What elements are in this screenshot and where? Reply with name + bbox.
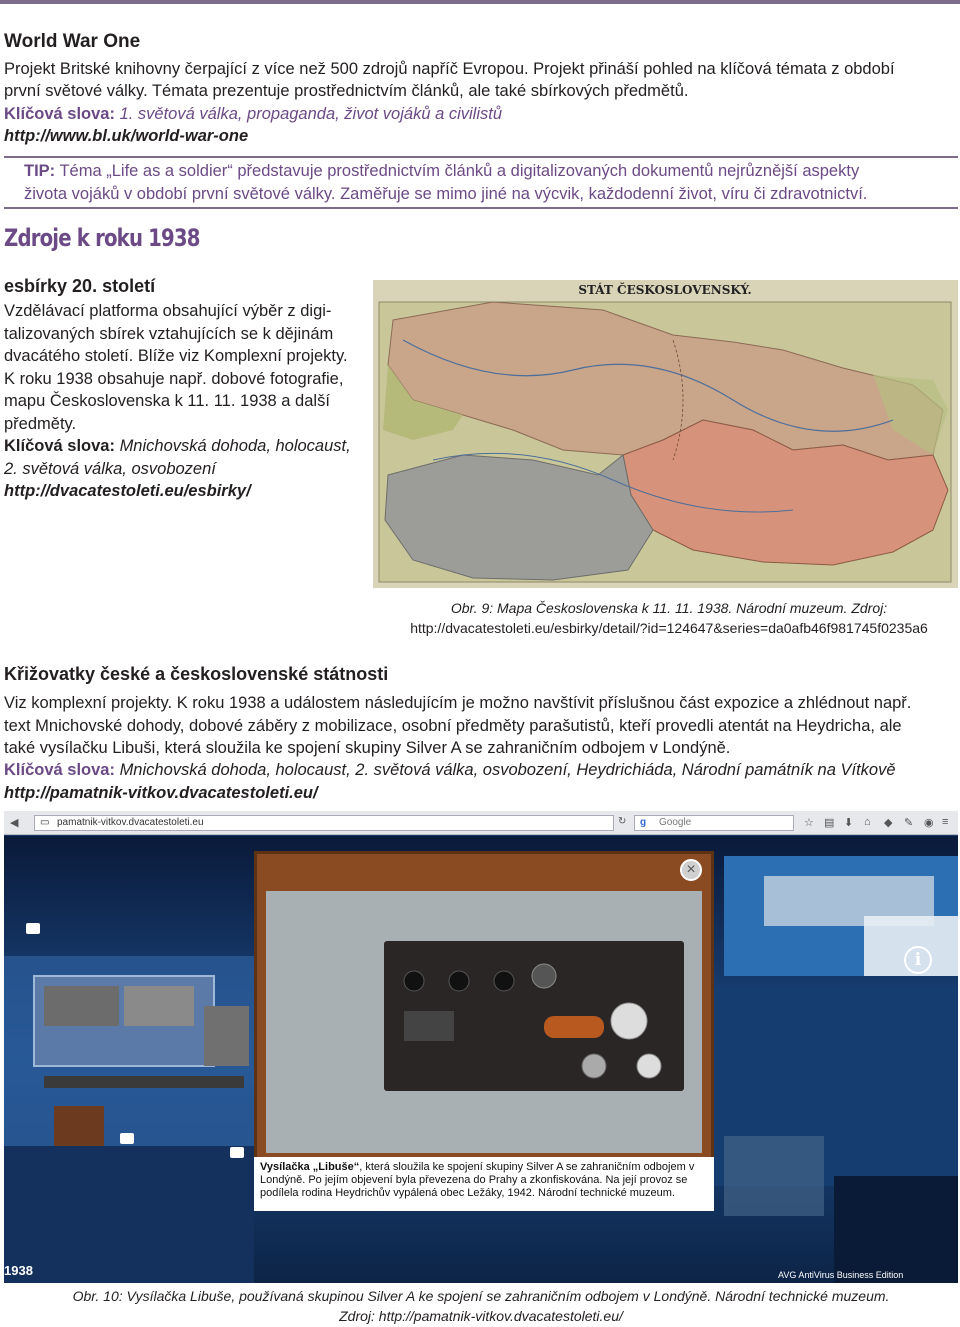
menu-icon[interactable]: ≡ (942, 816, 949, 828)
figure-9-source-link[interactable]: http://dvacatestoleti.eu/esbirky/detail/?id=124647&series=da0afb46f981745f0235a6 (410, 620, 928, 636)
camera-icon[interactable] (230, 1147, 244, 1158)
esbirky-line: Vzdělávací platforma obsahující výběr z digi- (4, 302, 332, 320)
home-icon[interactable]: ⌂ (864, 816, 871, 828)
figure-10-caption-line-1: Obr. 10: Vysílačka Libuše, používaná skupinou Silver A ke spojení se zahraničním odbojem v Londýně. Národní technické muzeum. (72, 1288, 890, 1304)
keywords-text: 1. světová válka, propaganda, život vojáků a civilistů (119, 105, 503, 123)
tip-line-2: života vojáků v období první světové války. Zaměřuje se mimo jiné na výcvik, každodenní život, víru či zdravotnictví. (24, 184, 868, 203)
krizovatky-keywords-text: Mnichovská dohoda, holocaust, 2. světová válka, osvobození, Heydrichiáda, Národní památník na Vítkově (119, 761, 896, 779)
page-icon: ▭ (40, 817, 50, 828)
esbirky-line: K roku 1938 obsahuje např. dobové fotografie, (4, 369, 344, 388)
esbirky-line: talizovaných sbírek vztahujících se k dějinám (4, 324, 334, 343)
reload-icon[interactable]: ↻ (618, 816, 627, 827)
radio-dials-graphic (384, 941, 684, 1091)
tip-text (24, 160, 944, 205)
esbirky-keywords-text-1: Mnichovská dohoda, holocaust, (119, 437, 351, 455)
exhibit-info-text: , která sloužila ke spojení skupiny Silver A se zahraničním odbojem v Londýně. Po jejím objevení byla převezena do Prahy a zkonfiskována. Na její provoz se podílela rodina Heydrichův vypálená obec Ležáky, 1942. Národní technické muzeum. (260, 1161, 695, 1199)
year-label: 1938 (4, 1263, 33, 1278)
krizovatky-keywords (4, 759, 896, 782)
wwone-line-1: Projekt Britské knihovny čerpající z více než 500 zdrojů napříč Evropou. Projekt přináší pohled na klíčová témata z období (4, 60, 895, 78)
figure-10-caption-line-2: Zdroj: http://pamatnik-vitkov.dvacatestoleti.eu/ (339, 1308, 623, 1324)
section-title-world-war-one: World War One (4, 31, 141, 52)
bookmarks-icon[interactable]: ▤ (824, 817, 835, 829)
settings-icon[interactable]: ✎ (904, 817, 914, 829)
exhibit-info-title: Vysílačka „Libuše“ (260, 1161, 360, 1173)
map-image (373, 280, 958, 588)
krizovatky-keywords-label: Klíčová slova: (4, 761, 115, 779)
tip-label: TIP: (24, 162, 56, 180)
esbirky-keywords-label: Klíčová slova: (4, 437, 115, 455)
back-icon[interactable]: ◀ (10, 817, 19, 829)
browser-screenshot (4, 811, 958, 1283)
esbirky-link[interactable]: http://dvacatestoleti.eu/esbirky/ (4, 482, 251, 500)
esbirky-line: předměty. (4, 414, 77, 433)
camera-icon[interactable] (26, 923, 40, 934)
czechoslovakia-map (373, 280, 958, 588)
section-heading-1938: Zdroje k roku 1938 (4, 224, 200, 252)
address-bar[interactable] (34, 815, 614, 831)
antivirus-label: AVG AntiVirus Business Edition (778, 1270, 904, 1280)
keywords-label: Klíčová slova: (4, 105, 115, 123)
krizovatky-line-1: Viz komplexní projekty. K roku 1938 a událostem následujícím je možno navštívit příslušnou část expozice a zhlédnout např. (4, 694, 912, 712)
esbirky-description (4, 300, 364, 503)
map-heading: STÁT ČESKOSLOVENSKÝ. (578, 283, 752, 297)
figure-9-caption (380, 598, 958, 638)
esbirky-line: mapu Československa k 11. 11. 1938 a další (4, 392, 330, 410)
google-icon: g (640, 817, 647, 828)
esbirky-title: esbírky 20. století (4, 276, 156, 296)
search-placeholder: Google (659, 817, 692, 828)
social-icon[interactable]: ◉ (924, 817, 934, 829)
esbirky-keywords-text-2: 2. světová válka, osvobození (4, 459, 216, 478)
close-icon[interactable]: × (680, 859, 702, 881)
info-icon[interactable]: i (904, 946, 932, 974)
krizovatky-link[interactable]: http://pamatnik-vitkov.dvacatestoleti.eu/ (4, 784, 318, 802)
browser-toolbar (4, 811, 958, 835)
exhibit-info-box (254, 1157, 714, 1211)
top-rule (0, 0, 960, 4)
search-field[interactable] (634, 815, 794, 831)
figure-10-caption (4, 1286, 958, 1326)
krizovatky-line-2: text Mnichovské dohody, dobové záběry z mobilizace, osobní předměty parašutistů, kteří provedli atentát na Heydricha, ale (4, 717, 902, 735)
wwone-line-2: první světové války. Témata prezentuje prostřednictvím článků, ale také sbírkových předmětů. (4, 82, 689, 100)
figure-9-caption-line-1: Obr. 9: Mapa Československa k 11. 11. 1938. Národní muzeum. Zdroj: (450, 600, 888, 616)
wwone-link[interactable]: http://www.bl.uk/world-war-one (4, 127, 249, 145)
tip-line-1: Téma „Life as a soldier“ představuje prostřednictvím článků a digitalizovaných dokumentů nejrůznější aspekty (59, 162, 860, 180)
download-icon[interactable]: ⬇ (844, 817, 854, 829)
camera-icon[interactable] (120, 1133, 134, 1144)
krizovatky-line-3: také vysílačku Libuši, která sloužila ke spojení skupiny Silver A se zahraničním odbojem v Londýně. (4, 739, 731, 757)
esbirky-line: dvacátého století. Blíže viz Komplexní projekty. (4, 347, 348, 365)
krizovatky-title: Křižovatky české a československé státnosti (4, 664, 389, 684)
bookmark-star-icon[interactable]: ☆ (804, 817, 814, 829)
addon-icon[interactable]: ◆ (884, 817, 893, 829)
radio-panel (384, 941, 684, 1091)
address-text: pamatnik-vitkov.dvacatestoleti.eu (57, 817, 204, 828)
wwone-keywords (4, 103, 502, 126)
